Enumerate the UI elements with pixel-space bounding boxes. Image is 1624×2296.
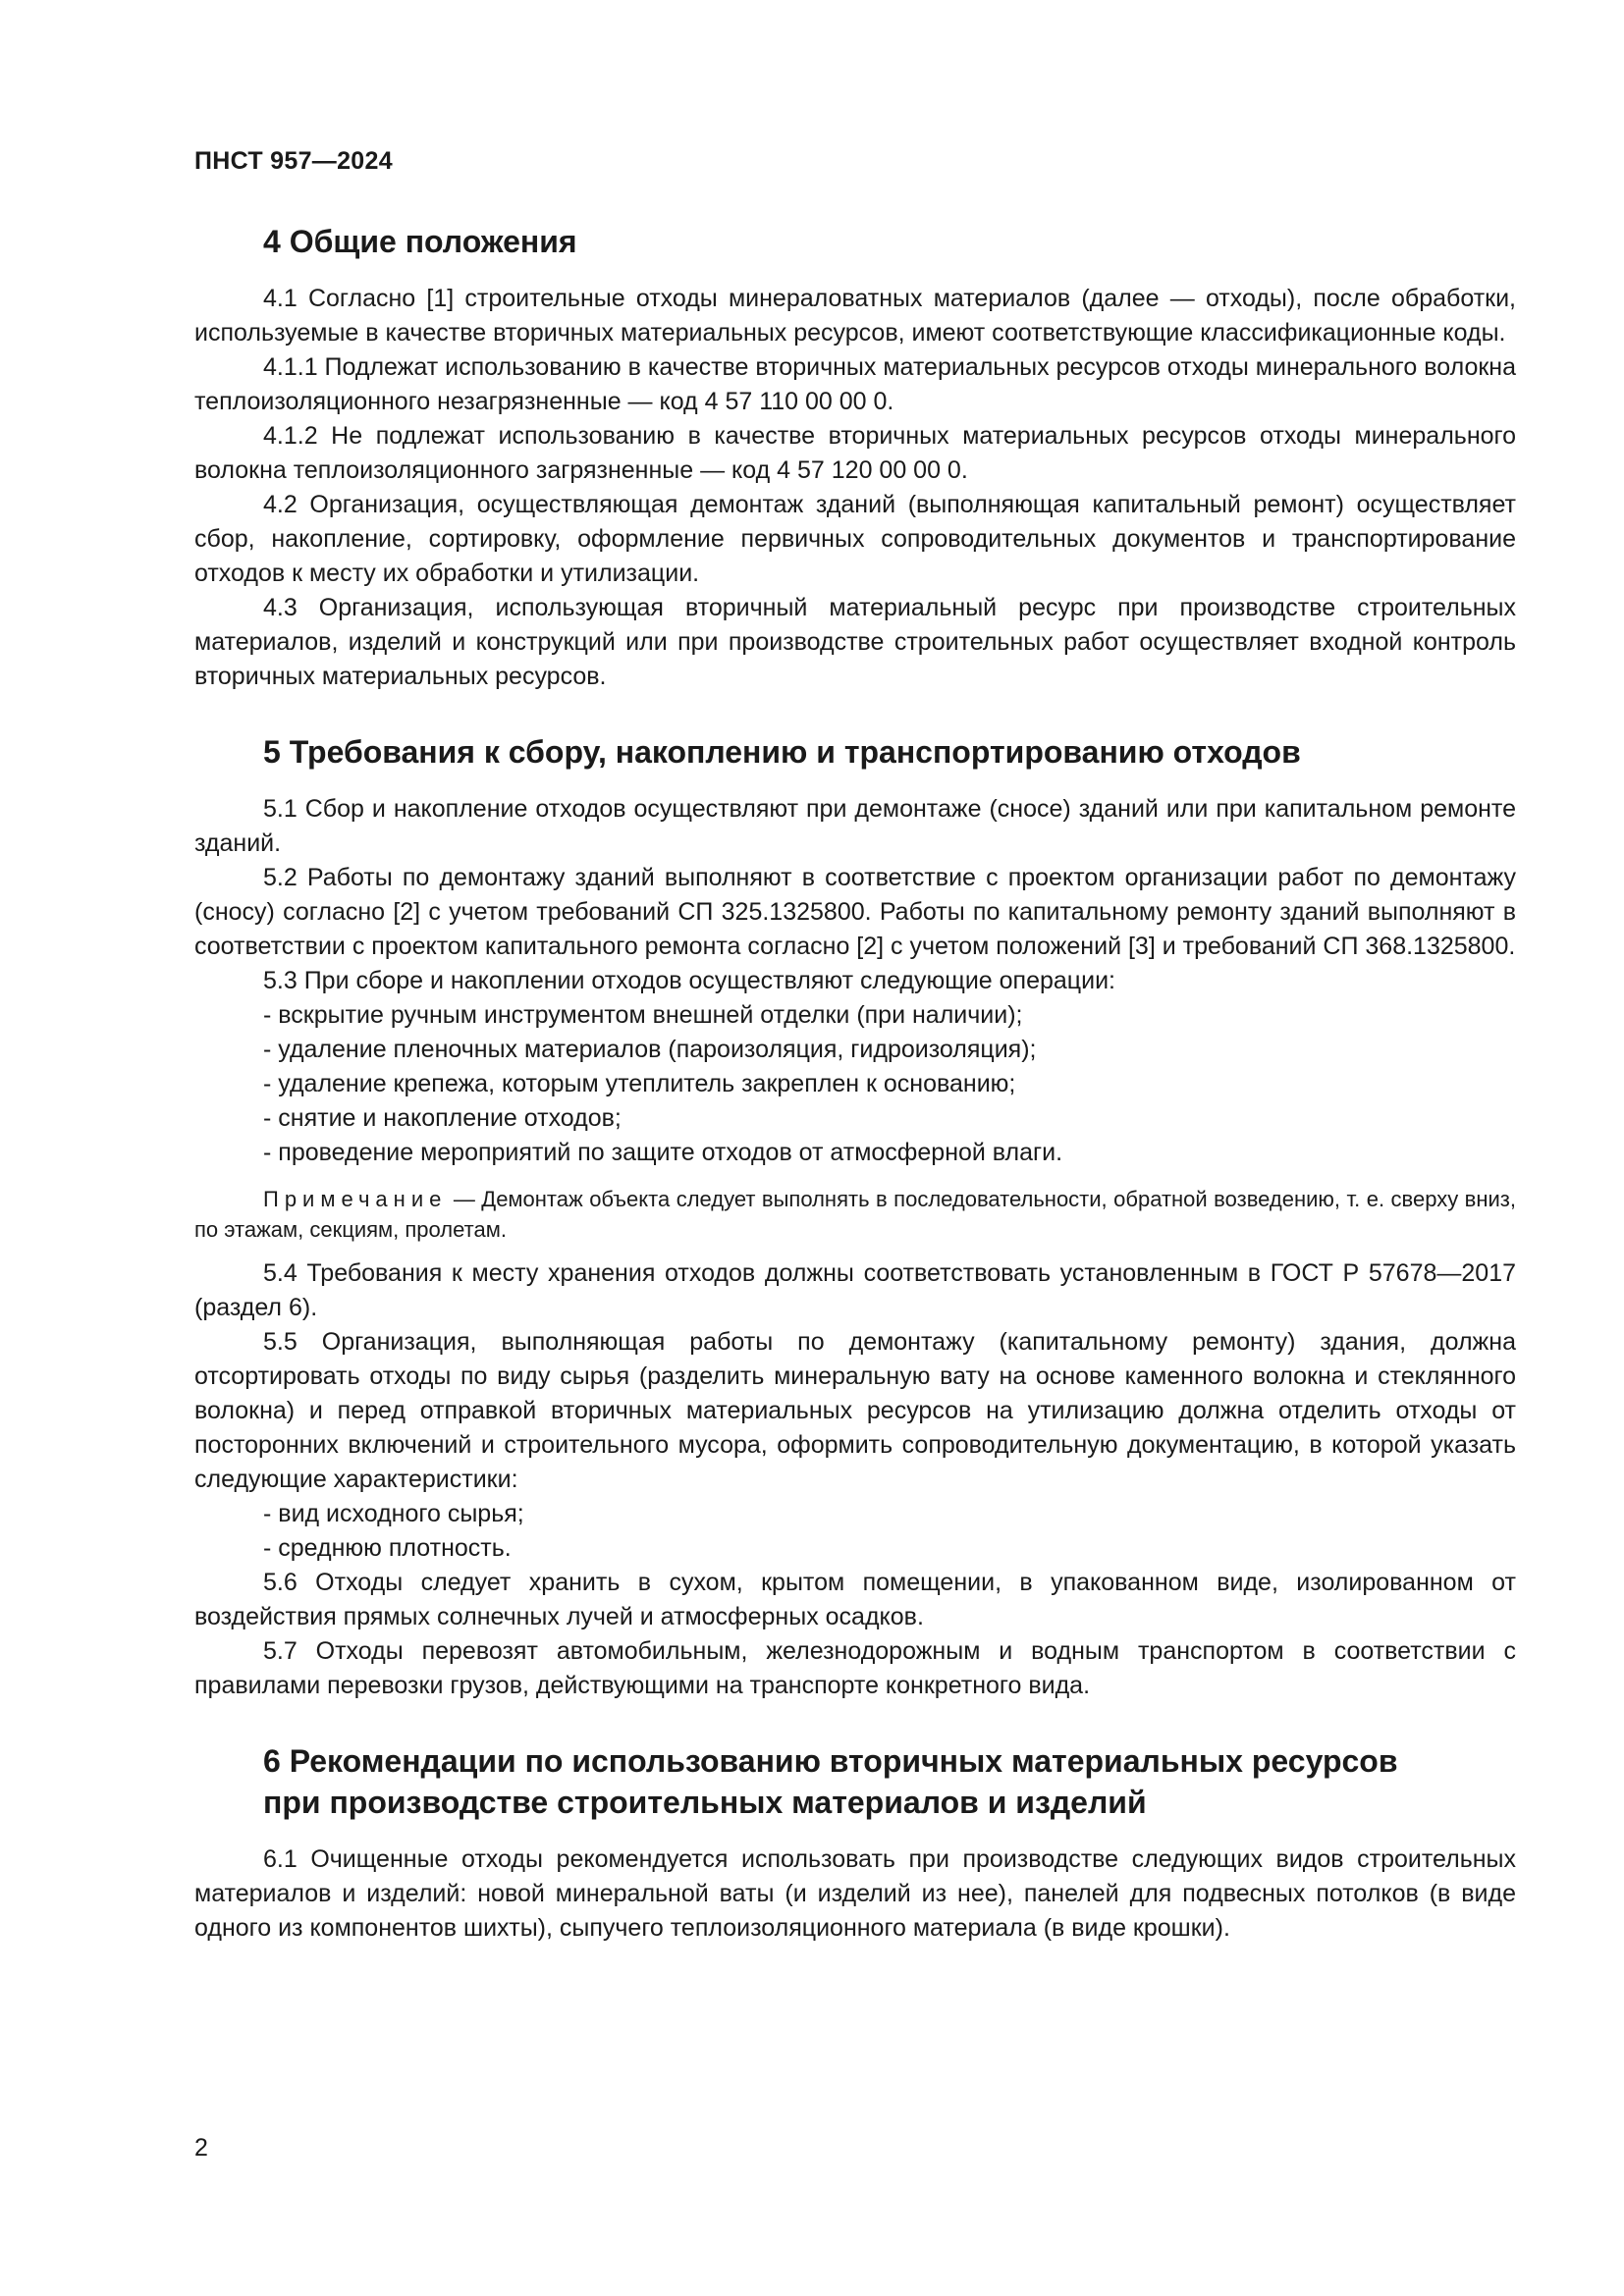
paragraph-5-7: 5.7 Отходы перевозят автомобильным, железнодорожным и водным транспортом в соответствии с правилами перевозки грузов, действующими на транспорте конкретного вида.: [194, 1637, 1516, 1699]
section-5: [194, 731, 1516, 1703]
list-item: - снятие и накопление отходов;: [263, 1101, 1516, 1136]
list-item: - вид исходного сырья;: [263, 1497, 1516, 1531]
paragraph-5-3: 5.3 При сборе и накоплении отходов осуществляют следующие операции:: [263, 967, 1115, 994]
note: [194, 1184, 1516, 1245]
paragraph-5-6: 5.6 Отходы следует хранить в сухом, крытом помещении, в упакованном виде, изолированном от воздействия прямых солнечных лучей и атмосферных осадков.: [194, 1569, 1516, 1630]
list-item: - вскрытие ручным инструментом внешней отделки (при наличии);: [263, 998, 1516, 1033]
note-text: — Демонтаж объекта следует выполнять в последовательности, обратной возведению, т. е. сверху вниз, по этажам, секциям, пролетам.: [194, 1187, 1516, 1242]
list-item: - удаление крепежа, которым утеплитель закреплен к основанию;: [263, 1067, 1516, 1101]
paragraph-5-4: 5.4 Требования к месту хранения отходов должны соответствовать установленным в ГОСТ Р 57678—2017 (раздел 6).: [194, 1259, 1516, 1321]
section-4-heading: 4 Общие положения: [263, 224, 577, 259]
section-4: [194, 221, 1516, 694]
list-item: - проведение мероприятий по защите отходов от атмосферной влаги.: [263, 1136, 1516, 1170]
page-number: 2: [194, 2134, 208, 2162]
paragraph-4-1-2: 4.1.2 Не подлежат использованию в качестве вторичных материальных ресурсов отходы минерального волокна теплоизоляционного загрязненные — код 4 57 120 00 00 0.: [194, 422, 1516, 484]
list-item: - удаление пленочных материалов (пароизоляция, гидроизоляция);: [263, 1033, 1516, 1067]
section-6-heading-line-2: при производстве строительных материалов и изделий: [263, 1785, 1147, 1820]
document-code: ПНСТ 957—2024: [194, 147, 393, 175]
paragraph-4-3: 4.3 Организация, использующая вторичный материальный ресурс при производстве строительных материалов, изделий и конструкций или при производстве строительных работ осуществляет входной контроль вторичных материальных ресурсов.: [194, 594, 1516, 690]
section-5-heading: 5 Требования к сбору, накоплению и транспортированию отходов: [263, 734, 1301, 770]
section-6: [194, 1740, 1516, 1946]
paragraph-5-2: 5.2 Работы по демонтажу зданий выполняют в соответствие с проектом организации работ по демонтажу (сносу) согласно [2] с учетом требований СП 325.1325800. Работы по капитальному ремонту зданий выполняют в соответствии с проектом капитального ремонта согласно [2] с учетом положений [3] и требований СП 368.1325800.: [194, 864, 1516, 960]
note-label: Примечание: [263, 1187, 448, 1211]
characteristics-list: [194, 1497, 1516, 1566]
paragraph-6-1: 6.1 Очищенные отходы рекомендуется использовать при производстве следующих видов строительных материалов и изделий: новой минеральной ваты (и изделий из нее), панелей для подвесных потолков (в виде одного из компонентов шихты), сыпучего теплоизоляционного материала (в виде крошки).: [194, 1845, 1516, 1942]
section-6-heading-line-1: 6 Рекомендации по использованию вторичных материальных ресурсов: [263, 1743, 1398, 1779]
paragraph-4-2: 4.2 Организация, осуществляющая демонтаж зданий (выполняющая капитальный ремонт) осуществляет сбор, накопление, сортировку, оформление первичных сопроводительных документов и транспортирование отходов к месту их обработки и утилизации.: [194, 491, 1516, 587]
paragraph-5-5: 5.5 Организация, выполняющая работы по демонтажу (капитальному ремонту) здания, должна отсортировать отходы по виду сырья (разделить минеральную вату на основе каменного волокна и стеклянного волокна) и перед отправкой вторичных материальных ресурсов на утилизацию должна отделить отходы от посторонних включений и строительного мусора, оформить сопроводительную документацию, в которой указать следующие характеристики:: [194, 1328, 1516, 1493]
paragraph-5-1: 5.1 Сбор и накопление отходов осуществляют при демонтаже (сносе) зданий или при капитальном ремонте зданий.: [194, 795, 1516, 857]
section-6-heading: [194, 1740, 1516, 1823]
list-item: - среднюю плотность.: [263, 1531, 1516, 1566]
operations-list: [194, 998, 1516, 1170]
paragraph-4-1-1: 4.1.1 Подлежат использованию в качестве вторичных материальных ресурсов отходы минерального волокна теплоизоляционного незагрязненные — код 4 57 110 00 00 0.: [194, 353, 1516, 415]
paragraph-4-1: 4.1 Согласно [1] строительные отходы минераловатных материалов (далее — отходы), после обработки, используемые в качестве вторичных материальных ресурсов, имеют соответствующие классификационные коды.: [194, 285, 1516, 347]
